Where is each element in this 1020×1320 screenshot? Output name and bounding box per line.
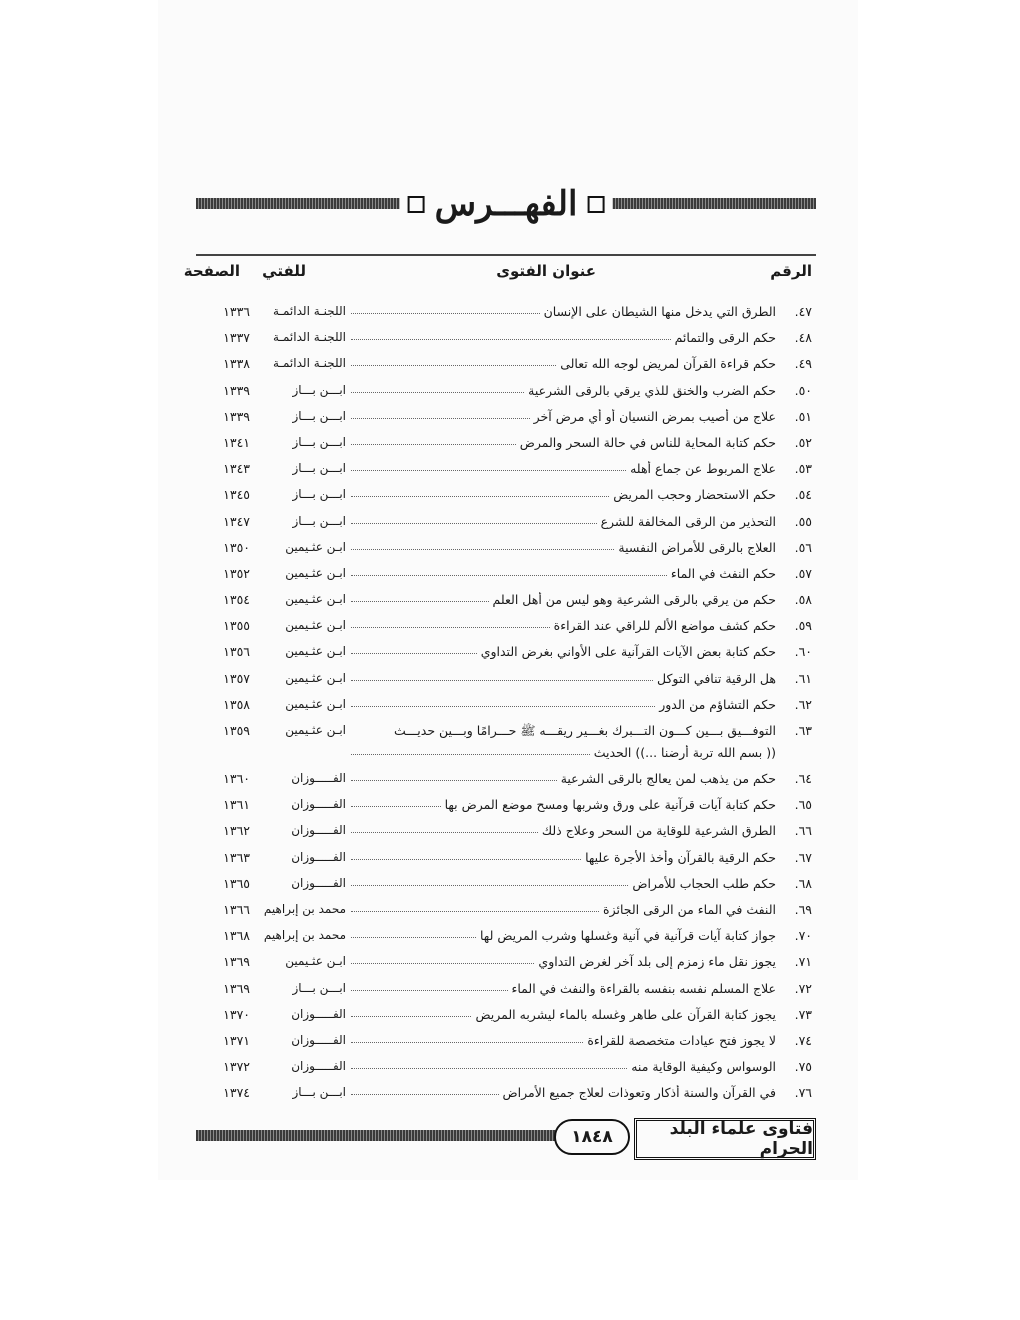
leader-dots — [351, 850, 581, 860]
table-row — [196, 979, 816, 1005]
table-row — [196, 721, 816, 769]
row-page: ١٣٣٨ — [223, 356, 250, 372]
row-mufti: ابـن عثـيمين — [285, 592, 346, 607]
leader-dots — [351, 954, 534, 964]
leader-dots — [351, 409, 530, 419]
row-title — [351, 330, 776, 345]
row-title-text: في القرآن والسنة أذكار وتعوذات لعلاج جميع الأمراض — [502, 1085, 776, 1101]
row-page: ١٣٣٩ — [223, 382, 250, 398]
row-mufti: ابـن عثـيمين — [285, 644, 346, 659]
row-title — [351, 592, 776, 607]
row-title-text: حكم كشف مواضع الألم للراقي عند القراءة — [553, 618, 776, 634]
row-page: ١٣٧١ — [223, 1032, 250, 1048]
row-page: ١٣٥٠ — [223, 539, 250, 555]
row-number: ٥٣. — [794, 461, 812, 477]
row-page: ١٣٥٩ — [223, 723, 250, 738]
row-title — [351, 618, 776, 633]
row-number: ٦٦. — [794, 823, 812, 839]
row-number: ٦٠. — [794, 644, 812, 660]
row-number: ٥٤. — [794, 487, 812, 503]
row-mufti: الفـــــوزان — [291, 771, 346, 785]
table-row — [196, 874, 816, 900]
leader-dots — [351, 618, 550, 628]
table-row — [196, 354, 816, 380]
row-page: ١٣٣٩ — [223, 408, 250, 424]
leader-dots — [351, 928, 476, 938]
row-title-text: حكم الاستحضار وحجب المريض — [613, 487, 776, 503]
row-number: ٧٠. — [794, 928, 812, 944]
row-title-text: حكم كتابة آيات قرآنية على ورق وشربها ومسح موضع المرض بها — [444, 797, 776, 813]
row-mufti: ابـــن بـــاز — [292, 1085, 346, 1100]
row-page: ١٣٤١ — [223, 434, 250, 450]
title-box — [400, 178, 613, 230]
row-page: ١٣٥٦ — [223, 644, 250, 660]
leader-dots — [351, 1085, 499, 1095]
leader-dots — [351, 697, 655, 707]
leader-dots — [351, 487, 609, 497]
row-mufti: الفـــــوزان — [291, 823, 346, 838]
header-top-rule — [196, 254, 816, 256]
row-page: ١٣٦٩ — [223, 954, 250, 970]
leader-dots — [351, 514, 597, 524]
row-title — [351, 461, 776, 476]
row-page: ١٣٦١ — [223, 797, 250, 813]
row-mufti: ابـــن بـــاز — [292, 461, 346, 476]
row-number: ٧٤. — [794, 1032, 812, 1048]
row-number: ٥٧. — [794, 565, 812, 581]
row-title-text: الطرق الشرعية للوقاية من السحر وعلاج ذلك — [541, 823, 776, 839]
row-title — [351, 487, 776, 502]
row-title-text: حكم الرقى والتمائم — [674, 330, 776, 346]
table-row — [196, 564, 816, 590]
row-page: ١٣٣٧ — [223, 330, 250, 346]
row-title — [351, 1059, 776, 1074]
row-title — [351, 850, 776, 865]
column-header-number: الرقم — [770, 262, 812, 280]
leader-dots — [351, 356, 556, 366]
row-title-text: حكم طلب الحجاب للأمراض — [632, 875, 776, 891]
row-page: ١٣٧٠ — [223, 1006, 250, 1022]
row-mufti: ابـن عثـيمين — [285, 696, 346, 711]
row-number: ٧٢. — [794, 980, 812, 996]
row-title-text: التحذير من الرقى المخالفة للشرع — [600, 513, 776, 529]
row-title — [351, 566, 776, 581]
row-mufti: ابـن عثـيمين — [285, 539, 346, 554]
leader-dots — [351, 383, 524, 393]
table-row — [196, 433, 816, 459]
row-mufti: ابـن عثـيمين — [285, 723, 346, 737]
leader-dots — [351, 540, 614, 550]
row-title-text: حكم من يرقي بالرقى الشرعية وهو ليس من أهل العلم — [492, 592, 776, 608]
leader-dots — [351, 745, 590, 755]
row-title-text: حكم التشاؤم من الدور — [659, 696, 776, 712]
table-row — [196, 669, 816, 695]
row-title — [351, 771, 776, 786]
row-number: ٦٢. — [794, 696, 812, 712]
row-mufti: ابـــن بـــاز — [292, 980, 346, 995]
row-page: ١٣٦٢ — [223, 823, 250, 839]
table-row — [196, 1031, 816, 1057]
row-number: ٥٢. — [794, 434, 812, 450]
column-header-page: الصفحة — [183, 262, 240, 280]
row-title-text: يجوز كتابة القرآن على طاهر وغسله بالماء ليشربه المريض — [475, 1006, 776, 1022]
row-mufti: ابـن عثـيمين — [285, 618, 346, 633]
page-title: الفهـــرس — [434, 184, 578, 224]
row-title-text: يجوز نقل ماء زمزم إلى بلد آخر لغرض التداوي — [538, 954, 776, 970]
row-title — [351, 723, 776, 742]
row-number: ٤٩. — [794, 356, 812, 372]
row-title — [351, 304, 776, 319]
row-title-continuation — [351, 745, 776, 760]
table-row — [196, 1005, 816, 1031]
leader-dots — [351, 797, 441, 807]
row-number: ٧٣. — [794, 1006, 812, 1022]
table-row — [196, 1057, 816, 1083]
row-title-text: علاج المسلم نفسه بنفسه بالقراءة والنفث في الماء — [511, 980, 776, 996]
row-title — [351, 823, 776, 838]
row-title-text: حكم الرقية بالقرآن وأخذ الأجرة عليها — [585, 849, 776, 865]
row-page: ١٣٥٥ — [223, 618, 250, 634]
row-mufti: اللجنـة الدائمـة — [273, 330, 346, 345]
row-mufti: الفـــــوزان — [291, 797, 346, 812]
table-header — [183, 262, 816, 288]
row-page: ١٣٤٣ — [223, 461, 250, 477]
row-title-text: حكم النفث في الماء — [670, 565, 776, 581]
leader-dots — [351, 435, 516, 445]
row-number: ٤٨. — [794, 330, 812, 346]
row-title-text: جواز كتابة آيات قرآنية في آنية وغسلها وشرب المريض لها — [480, 928, 776, 944]
book-title: فتاوى علماء البلد الحرام — [634, 1118, 816, 1160]
leader-dots — [351, 823, 538, 833]
row-page: ١٣٥٧ — [223, 670, 250, 686]
row-title — [351, 514, 776, 529]
leader-dots — [351, 981, 508, 991]
row-number: ٦٥. — [794, 797, 812, 813]
table-row — [196, 900, 816, 926]
table-row — [196, 795, 816, 821]
leader-dots — [351, 330, 671, 340]
row-title-text: العلاج بالرقى للأمراض النفسية — [618, 539, 776, 555]
row-mufti: الفـــــوزان — [291, 1006, 346, 1021]
row-mufti: الفـــــوزان — [291, 849, 346, 864]
row-title — [351, 797, 776, 812]
table-row — [196, 821, 816, 847]
row-page: ١٣٣٦ — [223, 304, 250, 319]
row-title — [351, 981, 776, 996]
row-number: ٥٩. — [794, 618, 812, 634]
table-row — [196, 848, 816, 874]
table-row — [196, 381, 816, 407]
row-title-text: هل الرقية تنافي التوكل — [657, 670, 776, 686]
row-number: ٧١. — [794, 954, 812, 970]
row-number: ٦٤. — [794, 771, 812, 786]
footer-band — [196, 1130, 616, 1141]
row-title — [351, 928, 776, 943]
leader-dots — [351, 1033, 583, 1043]
leader-dots — [351, 1059, 627, 1069]
row-title-text: حكم قراءة القرآن لمريض لوجه الله تعالى — [560, 356, 776, 372]
row-number: ٥٦. — [794, 539, 812, 555]
row-title-text: حكم كتابة بعض الآيات القرآنية على الأواني بغرض التداوي — [480, 644, 776, 660]
row-title — [351, 902, 776, 917]
row-title-text: علاج المربوط عن جماع أهله — [630, 461, 776, 477]
row-mufti: ابـــن بـــاز — [292, 487, 346, 502]
row-mufti: ابـــن بـــاز — [292, 434, 346, 449]
index-table — [196, 302, 816, 1109]
square-ornament-icon — [587, 196, 604, 213]
leader-dots — [351, 771, 557, 781]
row-title — [351, 954, 776, 969]
row-title — [351, 644, 776, 659]
row-page: ١٣٦٠ — [223, 771, 250, 786]
row-page: ١٣٥٢ — [223, 565, 250, 581]
row-page: ١٣٦٣ — [223, 849, 250, 865]
row-title-text: النفث في الماء من الرقى الجائزة — [603, 901, 776, 917]
leader-dots — [351, 671, 653, 681]
leader-dots — [351, 644, 477, 654]
row-title-text: الوسواس وكيفية الوقاية منه — [631, 1059, 776, 1075]
row-title — [351, 1007, 776, 1022]
table-row — [196, 926, 816, 952]
row-number: ٥٥. — [794, 513, 812, 529]
row-number: ٦٩. — [794, 901, 812, 917]
row-number: ٦٣. — [794, 723, 812, 738]
row-mufti: الفـــــوزان — [291, 1059, 346, 1074]
row-number: ٥٠. — [794, 382, 812, 398]
leader-dots — [351, 461, 626, 471]
leader-dots — [351, 902, 599, 912]
row-page: ١٣٤٧ — [223, 513, 250, 529]
table-row — [196, 952, 816, 978]
row-title — [351, 540, 776, 555]
row-mufti: اللجنـة الدائمـة — [273, 304, 346, 318]
row-page: ١٣٥٨ — [223, 696, 250, 712]
row-number: ٤٧. — [794, 304, 812, 319]
row-number: ٦١. — [794, 670, 812, 686]
row-title — [351, 409, 776, 424]
row-mufti: ابـــن بـــاز — [292, 408, 346, 423]
row-title-text: حكم الضرب والخنق للذي يرقي بالرقى الشرعية — [528, 382, 776, 398]
table-row — [196, 459, 816, 485]
row-number: ٧٦. — [794, 1085, 812, 1101]
row-title-text: حكم من يذهب لمن يعالج بالرقى الشرعية — [560, 771, 776, 786]
row-page: ١٣٦٨ — [223, 928, 250, 944]
row-page: ١٣٥٤ — [223, 592, 250, 608]
table-row — [196, 590, 816, 616]
row-mufti: ابـن عثـيمين — [285, 670, 346, 685]
row-mufti: ابـن عثـيمين — [285, 565, 346, 580]
row-mufti: ابـــن بـــاز — [292, 382, 346, 397]
row-page: ١٣٧٤ — [223, 1085, 250, 1101]
table-row — [196, 616, 816, 642]
page-number: ١٨٤٨ — [554, 1119, 630, 1155]
row-title-text: حكم كتابة المحاية للناس في حالة السحر والمرض — [519, 434, 776, 450]
row-number: ٦٨. — [794, 875, 812, 891]
page-footer — [196, 1118, 816, 1158]
table-row — [196, 695, 816, 721]
row-title — [351, 1085, 776, 1100]
row-mufti: محمد بن إبراهيم — [263, 928, 346, 943]
leader-dots — [351, 876, 628, 886]
row-title — [351, 356, 776, 371]
row-page: ١٣٧٢ — [223, 1059, 250, 1075]
row-number: ٥١. — [794, 408, 812, 424]
table-row — [196, 302, 816, 328]
row-page: ١٣٦٦ — [223, 901, 250, 917]
leader-dots — [351, 592, 489, 602]
row-title — [351, 876, 776, 891]
row-mufti: الفـــــوزان — [291, 1032, 346, 1047]
row-page: ١٣٦٩ — [223, 980, 250, 996]
row-mufti: ابـن عثـيمين — [285, 954, 346, 969]
row-mufti: محمد بن إبراهيم — [263, 901, 346, 916]
row-title — [351, 697, 776, 712]
table-row — [196, 328, 816, 354]
leader-dots — [351, 304, 540, 314]
row-title-text: لا يجوز فتح عيادات متخصصة للقراءة — [587, 1032, 776, 1048]
row-number: ٧٥. — [794, 1059, 812, 1075]
table-row — [196, 407, 816, 433]
column-header-mufti: للفتي — [262, 262, 306, 280]
row-page: ١٣٦٥ — [223, 875, 250, 891]
square-ornament-icon — [408, 196, 425, 213]
row-title-text: علاج من أصيب بمرض النسيان أو أي مرض آخر — [533, 408, 776, 424]
row-title — [351, 435, 776, 450]
leader-dots — [351, 1007, 471, 1017]
row-title — [351, 1033, 776, 1048]
leader-dots — [351, 566, 667, 576]
table-row — [196, 1083, 816, 1109]
column-header-title: عنوان الفتوى — [496, 262, 596, 280]
row-title-text: الطرق التي يدخل منها الشيطان على الإنسان — [543, 304, 776, 319]
row-mufti: ابـــن بـــاز — [292, 513, 346, 528]
table-row — [196, 769, 816, 795]
row-mufti: الفـــــوزان — [291, 875, 346, 890]
table-row — [196, 512, 816, 538]
row-page: ١٣٤٥ — [223, 487, 250, 503]
row-title — [351, 383, 776, 398]
table-row — [196, 538, 816, 564]
row-title-text: (( بسم الله تربة أرضنا ...)) الحديث — [593, 745, 776, 760]
row-title — [351, 671, 776, 686]
page-title-banner — [196, 178, 816, 230]
table-row — [196, 485, 816, 511]
row-number: ٥٨. — [794, 592, 812, 608]
table-row — [196, 642, 816, 668]
row-title-text: التوفـــيق بـــين كـــون التـــبرك بغـــير ريقـــه ﷺ حـــرامًا وبـــين حديـــث — [394, 723, 776, 738]
row-mufti: اللجنـة الدائمـة — [273, 356, 346, 371]
row-number: ٦٧. — [794, 849, 812, 865]
